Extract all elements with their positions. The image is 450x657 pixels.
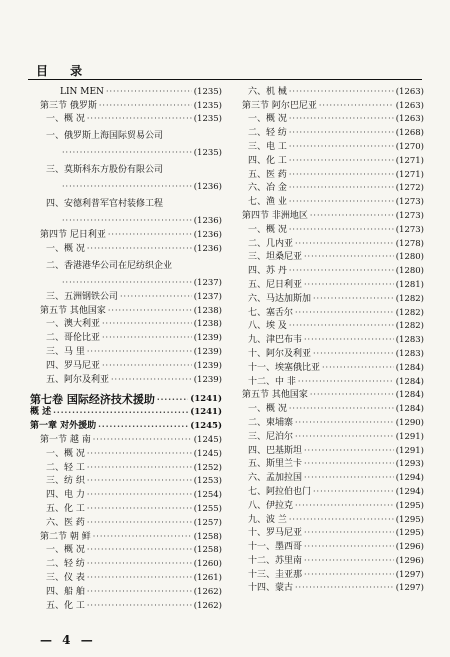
toc-entry bbox=[232, 194, 424, 208]
toc-entry bbox=[30, 98, 222, 112]
toc-entry-page: (1284) bbox=[395, 362, 424, 373]
toc-entry-title: 第四节 尼日利亚 bbox=[40, 230, 106, 241]
toc-entry-page: (1283) bbox=[395, 348, 424, 359]
toc-entry bbox=[232, 98, 424, 112]
leader-dots bbox=[313, 295, 394, 303]
leader-dots bbox=[102, 334, 192, 342]
toc-entry-page: (1293) bbox=[395, 459, 424, 470]
toc-entry-page: (1297) bbox=[395, 583, 424, 594]
leader-dots bbox=[87, 519, 192, 527]
leader-dots bbox=[87, 560, 192, 568]
toc-entry-title: LIN MEN bbox=[60, 86, 104, 97]
toc-entry bbox=[30, 193, 222, 210]
leader-dots bbox=[87, 574, 192, 582]
leader-dots bbox=[304, 571, 394, 579]
toc-entry-page: (1236) bbox=[193, 230, 222, 241]
toc-entry bbox=[232, 181, 424, 195]
toc-entry bbox=[232, 346, 424, 360]
toc-entry-title: 第一章 对外援助 bbox=[30, 421, 97, 432]
toc-entry-title: 五、化 工 bbox=[46, 503, 85, 514]
toc-entry-title: 三、五洲钢铁公司 bbox=[46, 291, 119, 302]
toc-entry bbox=[30, 418, 222, 432]
toc-entry-page: (1237) bbox=[193, 277, 222, 288]
toc-entry-page: (1258) bbox=[193, 545, 222, 556]
leader-dots bbox=[289, 88, 394, 96]
toc-entry-page: (1263) bbox=[395, 100, 424, 111]
toc-entry bbox=[30, 474, 222, 488]
toc-entry-title: 二、轻 工 bbox=[46, 462, 85, 473]
toc-entry-page: (1282) bbox=[395, 293, 424, 304]
toc-entry-page: (1290) bbox=[395, 417, 424, 428]
leader-dots bbox=[304, 529, 394, 537]
toc-entry-page: (1270) bbox=[395, 141, 424, 152]
leader-dots bbox=[295, 433, 394, 441]
toc-entry-page: (1295) bbox=[395, 514, 424, 525]
toc-entry-title: 第五节 其他国家 bbox=[40, 305, 106, 316]
toc-entry-title: 四、巴基斯坦 bbox=[248, 445, 303, 456]
leader-dots bbox=[87, 546, 192, 554]
toc-entry bbox=[30, 255, 222, 272]
leader-dots bbox=[289, 226, 394, 234]
leader-dots bbox=[319, 102, 394, 110]
leader-dots bbox=[310, 391, 394, 399]
toc-entry-title: 六、孟加拉国 bbox=[248, 473, 303, 484]
toc-entry-title: 五、化 工 bbox=[46, 600, 85, 611]
toc-entry bbox=[30, 176, 222, 193]
toc-entry-page: (1254) bbox=[193, 490, 222, 501]
toc-entry-title: 六、马达加斯加 bbox=[248, 293, 312, 304]
leader-dots bbox=[289, 405, 394, 413]
leader-dots bbox=[289, 157, 394, 165]
toc-entry bbox=[30, 210, 222, 227]
toc-entry bbox=[232, 263, 424, 277]
toc-entry-page: (1245) bbox=[190, 421, 222, 432]
toc-entry-title: 一、概 况 bbox=[248, 404, 287, 415]
toc-entry bbox=[30, 241, 222, 255]
toc-entry bbox=[232, 457, 424, 471]
toc-entry-page: (1278) bbox=[395, 238, 424, 249]
toc-entry-page: (1258) bbox=[193, 531, 222, 542]
toc-entry bbox=[30, 501, 222, 515]
toc-entry bbox=[232, 526, 424, 540]
leader-dots bbox=[289, 115, 394, 123]
toc-entry-title: 二、柬埔寨 bbox=[248, 417, 294, 428]
toc-entry-page: (1282) bbox=[395, 307, 424, 318]
toc-entry-title: 一、概 况 bbox=[46, 448, 85, 459]
toc-entry bbox=[232, 250, 424, 264]
toc-entry-page: (1297) bbox=[395, 569, 424, 580]
toc-entry-page: (1271) bbox=[395, 169, 424, 180]
toc-entry bbox=[232, 401, 424, 415]
toc-entry-title: 十四、蒙古 bbox=[248, 583, 294, 594]
toc-entry-page: (1271) bbox=[395, 155, 424, 166]
toc-entry-page: (1235) bbox=[193, 100, 222, 111]
toc-entry bbox=[232, 222, 424, 236]
toc-entry-page: (1261) bbox=[193, 572, 222, 583]
toc-entry-page: (1239) bbox=[193, 333, 222, 344]
leader-dots bbox=[295, 309, 394, 317]
leader-dots bbox=[304, 460, 394, 468]
toc-entry bbox=[232, 319, 424, 333]
toc-entry bbox=[232, 512, 424, 526]
toc-entry-page: (1238) bbox=[193, 319, 222, 330]
toc-entry-title: 三、纺 织 bbox=[46, 476, 85, 487]
toc-entry-title: 八、伊拉克 bbox=[248, 500, 294, 511]
toc-entry-page: (1284) bbox=[395, 390, 424, 401]
toc-entry-title: 一、澳大利亚 bbox=[46, 319, 101, 330]
leader-dots bbox=[295, 584, 394, 592]
leader-dots bbox=[298, 378, 394, 386]
toc-entry-title: 三、马 里 bbox=[46, 346, 85, 357]
toc-entry-title: 第五节 其他国家 bbox=[242, 390, 308, 401]
toc-entry-page: (1284) bbox=[395, 404, 424, 415]
leader-dots bbox=[304, 281, 394, 289]
toc-entry-title: 五、医 药 bbox=[248, 169, 287, 180]
toc-entry-page: (1252) bbox=[193, 462, 222, 473]
leader-dots bbox=[87, 505, 192, 513]
toc-entry-title: 一、概 况 bbox=[248, 224, 287, 235]
toc-entry-title: 十、阿尔及利亚 bbox=[248, 348, 312, 359]
toc-entry bbox=[232, 429, 424, 443]
toc-entry bbox=[30, 543, 222, 557]
toc-entry bbox=[232, 291, 424, 305]
toc-entry bbox=[30, 487, 222, 501]
toc-entry-title: 四、船 舶 bbox=[46, 586, 85, 597]
toc-entry bbox=[232, 332, 424, 346]
toc-entry-title: 十二、苏里南 bbox=[248, 555, 303, 566]
leader-dots bbox=[322, 364, 394, 372]
toc-entry bbox=[30, 303, 222, 317]
toc-entry-title: 第三节 俄罗斯 bbox=[40, 100, 97, 111]
toc-entry bbox=[232, 553, 424, 567]
leader-dots bbox=[87, 450, 192, 458]
toc-entry-page: (1268) bbox=[395, 128, 424, 139]
toc-entry bbox=[232, 125, 424, 139]
leader-dots bbox=[289, 322, 394, 330]
toc-entry bbox=[232, 443, 424, 457]
toc-entry-title: 二、轻 纺 bbox=[46, 559, 85, 570]
toc-entry bbox=[232, 305, 424, 319]
toc-entry bbox=[30, 432, 222, 446]
toc-entry bbox=[232, 388, 424, 402]
toc-entry-title: 第四节 非洲地区 bbox=[242, 210, 308, 221]
toc-entry-title: 九、波 兰 bbox=[248, 514, 287, 525]
toc-entry-title: 第三节 阿尔巴尼亚 bbox=[242, 100, 317, 111]
leader-dots bbox=[93, 533, 192, 541]
leader-dots bbox=[289, 184, 394, 192]
leader-dots bbox=[310, 212, 394, 220]
page-number: — 4 — bbox=[40, 633, 96, 647]
toc-entry-title: 十二、中 非 bbox=[248, 376, 296, 387]
toc-entry bbox=[30, 460, 222, 474]
leader-dots bbox=[289, 143, 394, 151]
toc-entry bbox=[232, 167, 424, 181]
leader-dots bbox=[313, 488, 394, 496]
leader-dots bbox=[313, 350, 394, 358]
toc-entry bbox=[232, 567, 424, 581]
leader-dots bbox=[289, 129, 394, 137]
toc-entry-page: (1272) bbox=[395, 183, 424, 194]
toc-entry-title: 四、苏 丹 bbox=[248, 266, 287, 277]
leader-dots bbox=[120, 293, 192, 301]
leader-dots bbox=[87, 464, 192, 472]
toc-entry-page: (1253) bbox=[193, 476, 222, 487]
toc-entry-title: 一、概 况 bbox=[248, 114, 287, 125]
toc-entry bbox=[30, 227, 222, 241]
toc-entry-page: (1263) bbox=[395, 86, 424, 97]
toc-entry-title: 十一、埃塞俄比亚 bbox=[248, 362, 321, 373]
toc-entry-page: (1239) bbox=[193, 374, 222, 385]
leader-dots bbox=[157, 395, 188, 403]
toc-entry-page: (1296) bbox=[395, 555, 424, 566]
leader-dots bbox=[62, 217, 192, 225]
leader-dots bbox=[87, 602, 192, 610]
toc-entry-title: 二、香港港华公司在尼纺织企业 bbox=[46, 260, 173, 271]
toc-entry bbox=[30, 386, 222, 405]
toc-entry-page: (1273) bbox=[395, 224, 424, 235]
toc-entry bbox=[30, 570, 222, 584]
toc-entry bbox=[30, 405, 222, 419]
toc-entry-page: (1241) bbox=[190, 407, 222, 418]
toc-entry-title: 三、电 工 bbox=[248, 141, 287, 152]
toc-entry bbox=[232, 236, 424, 250]
toc-entry-page: (1273) bbox=[395, 210, 424, 221]
toc-entry bbox=[30, 330, 222, 344]
toc-entry-page: (1236) bbox=[193, 216, 222, 227]
toc-entry bbox=[232, 539, 424, 553]
toc-entry-page: (1262) bbox=[193, 586, 222, 597]
leader-dots bbox=[304, 557, 394, 565]
toc-entry-title: 四、罗马尼亚 bbox=[46, 360, 101, 371]
leader-dots bbox=[295, 240, 394, 248]
toc-entry-title: 一、概 况 bbox=[46, 545, 85, 556]
toc-entry-title: 一、概 况 bbox=[46, 114, 85, 125]
toc-entry-page: (1281) bbox=[395, 279, 424, 290]
toc-entry-page: (1280) bbox=[395, 266, 424, 277]
leader-dots bbox=[87, 491, 192, 499]
leader-dots bbox=[98, 422, 188, 430]
toc-entry bbox=[30, 344, 222, 358]
leader-dots bbox=[289, 267, 394, 275]
toc-entry bbox=[232, 498, 424, 512]
toc-entry-title: 三、尼泊尔 bbox=[248, 431, 294, 442]
leader-dots bbox=[87, 115, 192, 123]
toc-entry-page: (1236) bbox=[193, 243, 222, 254]
toc-entry bbox=[30, 529, 222, 543]
leader-dots bbox=[99, 102, 192, 110]
toc-entry-title: 六、医 药 bbox=[46, 517, 85, 528]
leader-dots bbox=[53, 408, 188, 416]
toc-entry-page: (1296) bbox=[395, 542, 424, 553]
toc-entry bbox=[30, 272, 222, 289]
toc-entry-title: 第二节 朝 鲜 bbox=[40, 531, 91, 542]
toc-entry-title: 八、埃 及 bbox=[248, 321, 287, 332]
toc-entry-page: (1235) bbox=[193, 148, 222, 159]
toc-entry bbox=[30, 584, 222, 598]
toc-entry-title: 七、渔 业 bbox=[248, 197, 287, 208]
toc-entry-page: (1295) bbox=[395, 500, 424, 511]
toc-right-column bbox=[232, 84, 424, 594]
toc-entry-page: (1235) bbox=[193, 114, 222, 125]
leader-dots bbox=[62, 149, 192, 157]
toc-entry-title: 六、冶 金 bbox=[248, 183, 287, 194]
toc-entry bbox=[30, 159, 222, 176]
leader-dots bbox=[108, 307, 192, 315]
toc-entry-page: (1282) bbox=[395, 321, 424, 332]
toc-entry-page: (1237) bbox=[193, 291, 222, 302]
toc-entry-title: 二、轻 纺 bbox=[248, 128, 287, 139]
toc-entry-title: 一、概 况 bbox=[46, 243, 85, 254]
toc-entry bbox=[232, 484, 424, 498]
toc-entry-page: (1262) bbox=[193, 600, 222, 611]
toc-entry-title: 四、化 工 bbox=[248, 155, 287, 166]
leader-dots bbox=[289, 198, 394, 206]
leader-dots bbox=[295, 419, 394, 427]
leader-dots bbox=[62, 183, 192, 191]
toc-entry-page: (1273) bbox=[395, 197, 424, 208]
toc-entry bbox=[232, 277, 424, 291]
leader-dots bbox=[62, 279, 192, 287]
toc-entry-page: (1236) bbox=[193, 182, 222, 193]
toc-entry-page: (1280) bbox=[395, 252, 424, 263]
leader-dots bbox=[304, 447, 394, 455]
toc-entry-page: (1291) bbox=[395, 445, 424, 456]
leader-dots bbox=[93, 436, 192, 444]
toc-entry-page: (1283) bbox=[395, 335, 424, 346]
toc-entry bbox=[232, 470, 424, 484]
toc-entry-title: 七、阿拉伯也门 bbox=[248, 486, 312, 497]
toc-entry-title: 五、阿尔及利亚 bbox=[46, 374, 110, 385]
toc-entry-title: 三、坦桑尼亚 bbox=[248, 252, 303, 263]
toc-entry-title: 概 述 bbox=[30, 407, 52, 418]
running-header: 目 录 bbox=[36, 64, 92, 78]
toc-entry bbox=[30, 84, 222, 98]
toc-entry-page: (1255) bbox=[193, 503, 222, 514]
toc-entry bbox=[30, 598, 222, 612]
leader-dots bbox=[304, 253, 394, 261]
toc-entry bbox=[232, 112, 424, 126]
leader-dots bbox=[304, 474, 394, 482]
toc-entry-title: 四、电 力 bbox=[46, 490, 85, 501]
toc-entry-title: 七、塞舌尔 bbox=[248, 307, 294, 318]
toc-entry bbox=[30, 446, 222, 460]
toc-entry-page: (1239) bbox=[193, 360, 222, 371]
toc-entry bbox=[30, 372, 222, 386]
toc-entry-page: (1263) bbox=[395, 114, 424, 125]
toc-entry-page: (1291) bbox=[395, 431, 424, 442]
toc-entry bbox=[232, 153, 424, 167]
toc-entry-title: 三、仪 表 bbox=[46, 572, 85, 583]
toc-entry-page: (1294) bbox=[395, 473, 424, 484]
leader-dots bbox=[106, 88, 192, 96]
toc-entry-page: (1260) bbox=[193, 559, 222, 570]
toc-entry-title: 五、尼日利亚 bbox=[248, 279, 303, 290]
toc-entry-page: (1241) bbox=[190, 393, 222, 404]
toc-entry bbox=[232, 581, 424, 595]
toc-entry bbox=[232, 208, 424, 222]
toc-entry bbox=[232, 374, 424, 388]
leader-dots bbox=[102, 320, 192, 328]
toc-entry-title: 五、斯里兰卡 bbox=[248, 459, 303, 470]
leader-dots bbox=[87, 245, 192, 253]
leader-dots bbox=[295, 502, 394, 510]
toc-entry-title: 第七卷 国际经济技术援助 bbox=[30, 392, 155, 406]
toc-entry bbox=[232, 84, 424, 98]
leader-dots bbox=[102, 362, 192, 370]
toc-entry bbox=[232, 415, 424, 429]
toc-entry bbox=[30, 142, 222, 159]
leader-dots bbox=[87, 477, 192, 485]
toc-entry bbox=[30, 112, 222, 126]
toc-entry-page: (1257) bbox=[193, 517, 222, 528]
toc-entry-page: (1245) bbox=[193, 448, 222, 459]
toc-entry-title: 一、俄罗斯上海国际贸易公司 bbox=[46, 131, 164, 142]
leader-dots bbox=[108, 231, 192, 239]
leader-dots bbox=[289, 516, 394, 524]
leader-dots bbox=[304, 543, 394, 551]
toc-entry bbox=[30, 556, 222, 570]
toc-entry-title: 第一节 越 南 bbox=[40, 434, 91, 445]
leader-dots bbox=[289, 171, 394, 179]
leader-dots bbox=[111, 376, 192, 384]
header-rule bbox=[28, 79, 422, 80]
toc-entry-title: 十一、墨西哥 bbox=[248, 542, 303, 553]
leader-dots bbox=[87, 348, 192, 356]
toc-entry bbox=[30, 125, 222, 142]
toc-entry-page: (1235) bbox=[193, 86, 222, 97]
toc-entry-page: (1245) bbox=[193, 434, 222, 445]
toc-entry-page: (1238) bbox=[193, 305, 222, 316]
toc-entry-page: (1294) bbox=[395, 486, 424, 497]
toc-entry bbox=[30, 515, 222, 529]
toc-entry bbox=[232, 139, 424, 153]
toc-entry-title: 三、莫斯科东方股份有限公司 bbox=[46, 165, 164, 176]
toc-entry-title: 十三、圭亚那 bbox=[248, 569, 303, 580]
toc-entry-title: 二、几内亚 bbox=[248, 238, 294, 249]
toc-entry bbox=[30, 358, 222, 372]
toc-entry bbox=[30, 317, 222, 331]
toc-entry bbox=[30, 289, 222, 303]
leader-dots bbox=[87, 588, 192, 596]
toc-entry bbox=[232, 360, 424, 374]
leader-dots bbox=[304, 336, 394, 344]
toc-entry-title: 十、罗马尼亚 bbox=[248, 528, 303, 539]
toc-left-column bbox=[30, 84, 222, 612]
toc-entry-title: 四、安德利普军官村装修工程 bbox=[46, 199, 164, 210]
toc-entry-title: 九、津巴布韦 bbox=[248, 335, 303, 346]
toc-entry-title: 二、哥伦比亚 bbox=[46, 333, 101, 344]
toc-entry-page: (1284) bbox=[395, 376, 424, 387]
toc-entry-title: 六、机 械 bbox=[248, 86, 287, 97]
toc-entry-page: (1239) bbox=[193, 346, 222, 357]
toc-entry-page: (1295) bbox=[395, 528, 424, 539]
